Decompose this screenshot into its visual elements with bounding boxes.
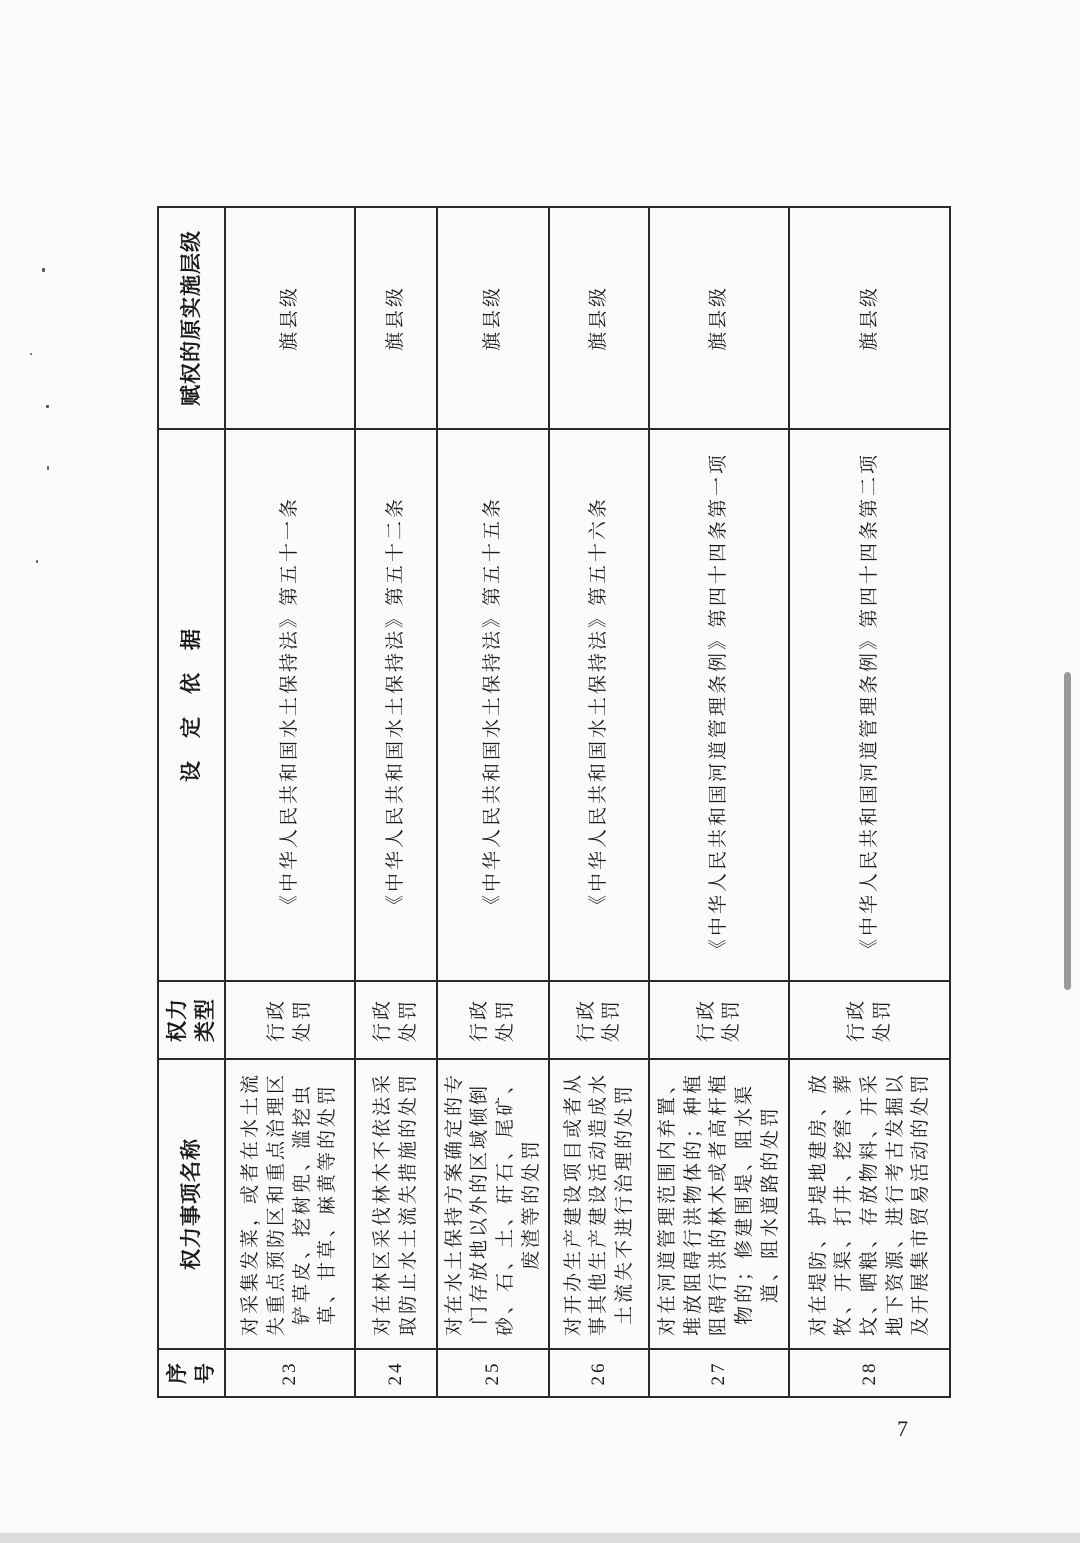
- row-basis: 《中华人民共和国水土保持法》第五十二条: [355, 429, 437, 981]
- row-name: 对在河道管理范围内弃置、堆放阻碍行洪物体的；种植阻碍行洪的林木或者高杆植物的；修建围堤、阻水渠道、阻水道路的处罚: [649, 1059, 789, 1349]
- header-basis: 设 定 依 据: [158, 429, 225, 981]
- row-level: 旗县级: [649, 207, 789, 429]
- row-name: 对开办生产建设项目或者从事其他生产建设活动造成水土流失不进行治理的处罚: [549, 1059, 649, 1349]
- header-name: 权力事项名称: [158, 1059, 225, 1349]
- row-type: 行政处罚: [225, 981, 355, 1059]
- row-no: 28: [789, 1349, 950, 1397]
- row-type: 行政处罚: [437, 981, 550, 1059]
- rotated-table-wrapper: [157, 208, 932, 1398]
- row-no: 26: [549, 1349, 649, 1397]
- table-row: [549, 207, 649, 1397]
- table-header-row: [158, 207, 225, 1397]
- row-level: 旗县级: [789, 207, 950, 429]
- row-name: 对在堤防、护堤地建房、放牧、开渠、打井、挖窖、葬坟、晒粮、存放物料、开采地下资源、进行考古发掘以及开展集市贸易活动的处罚: [789, 1059, 950, 1349]
- row-level: 旗县级: [355, 207, 437, 429]
- scan-speck: [42, 268, 45, 272]
- row-type: 行政处罚: [549, 981, 649, 1059]
- header-no: 序号: [158, 1349, 225, 1397]
- scan-speck: [46, 405, 49, 408]
- scan-speck: [30, 353, 32, 355]
- authority-table: [157, 206, 951, 1398]
- viewer-bottom-strip: [0, 1533, 1080, 1543]
- row-level: 旗县级: [225, 207, 355, 429]
- row-name: 对在林区采伐林木不依法采取防止水土流失措施的处罚: [355, 1059, 437, 1349]
- table-row: [789, 207, 950, 1397]
- row-no: 27: [649, 1349, 789, 1397]
- page-number: 7: [897, 1416, 908, 1441]
- table-row: [355, 207, 437, 1397]
- row-no: 23: [225, 1349, 355, 1397]
- table-row: [437, 207, 550, 1397]
- row-no: 24: [355, 1349, 437, 1397]
- scrollbar-thumb[interactable]: [1064, 672, 1071, 990]
- scan-speck: [36, 560, 38, 563]
- row-basis: 《中华人民共和国河道管理条例》第四十四条第二项: [789, 429, 950, 981]
- row-level: 旗县级: [437, 207, 550, 429]
- header-type: 权力类型: [158, 981, 225, 1059]
- scan-speck: [47, 466, 49, 470]
- row-name: 对在水土保持方案确定的专门存放地以外的区域倾倒砂、石、土、矸石、尾矿、废渣等的处罚: [437, 1059, 550, 1349]
- row-basis: 《中华人民共和国水土保持法》第五十一条: [225, 429, 355, 981]
- table-row: [649, 207, 789, 1397]
- header-level: 赋权的原实施层级: [158, 207, 225, 429]
- row-type: 行政处罚: [789, 981, 950, 1059]
- row-basis: 《中华人民共和国河道管理条例》第四十四条第一项: [649, 429, 789, 981]
- table-row: [225, 207, 355, 1397]
- row-type: 行政处罚: [649, 981, 789, 1059]
- row-name: 对采集发菜，或者在水土流失重点预防区和重点治理区铲草皮、挖树兜、滥挖虫草、甘草、麻黄等的处罚: [225, 1059, 355, 1349]
- row-type: 行政处罚: [355, 981, 437, 1059]
- row-basis: 《中华人民共和国水土保持法》第五十六条: [549, 429, 649, 981]
- row-basis: 《中华人民共和国水土保持法》第五十五条: [437, 429, 550, 981]
- row-level: 旗县级: [549, 207, 649, 429]
- row-no: 25: [437, 1349, 550, 1397]
